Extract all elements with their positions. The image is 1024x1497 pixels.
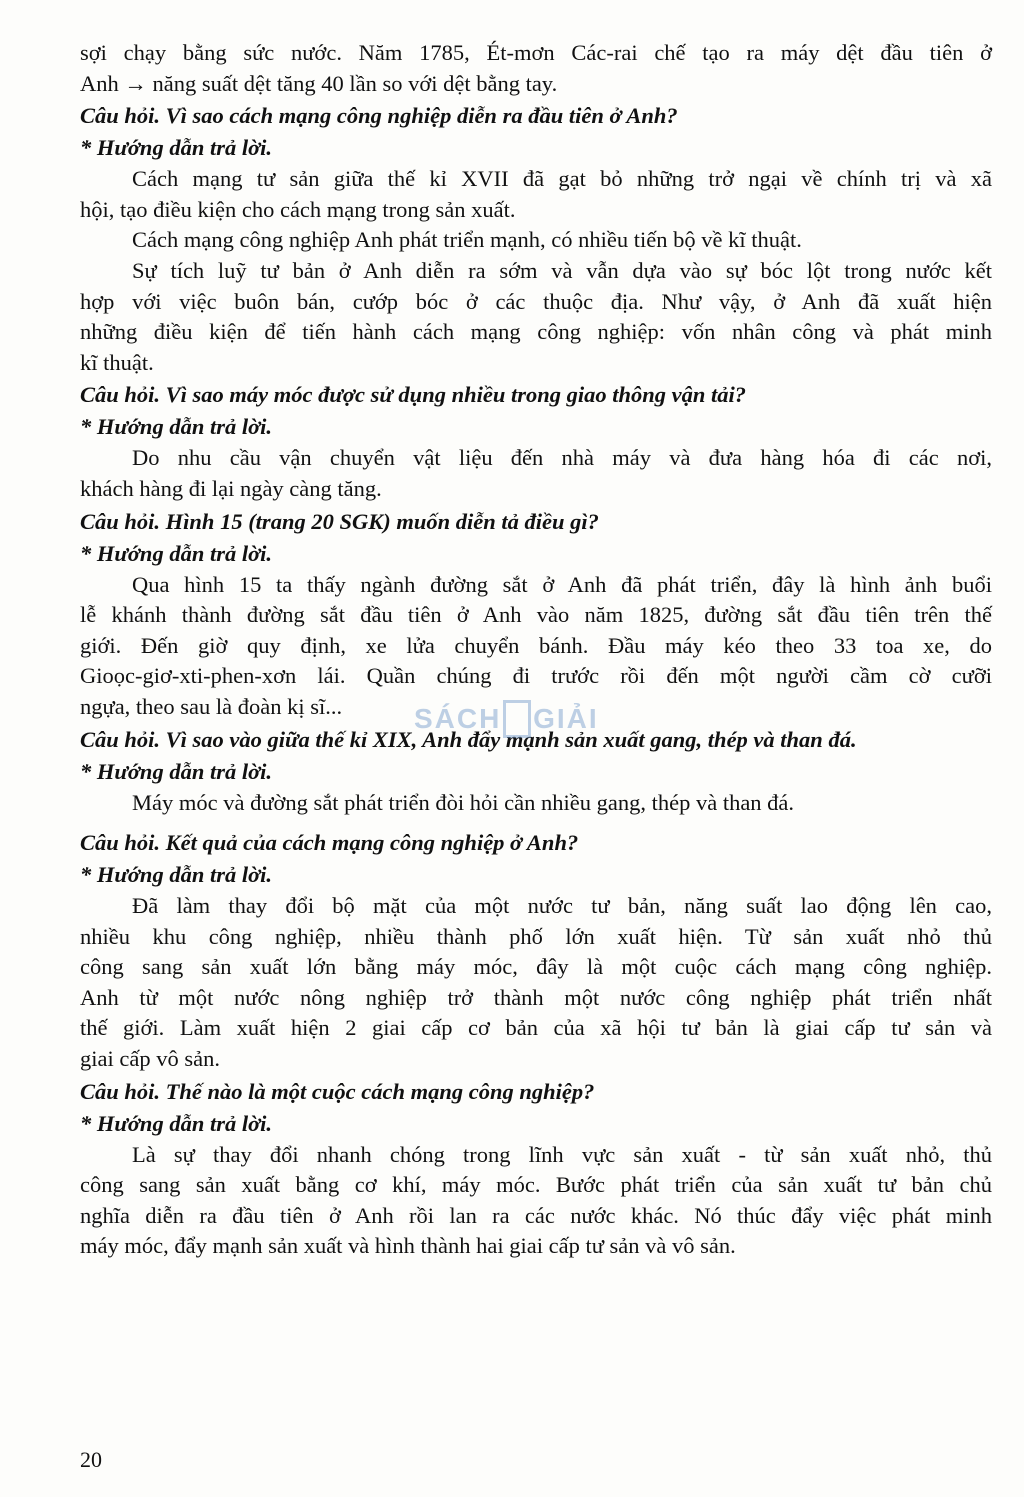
- question-heading: Câu hỏi. Vì sao vào giữa thế kỉ XIX, Anh đẩy mạnh sản xuất gang, thép và than đá.: [80, 726, 857, 752]
- question-heading: Câu hỏi. Thế nào là một cuộc cách mạng công nghiệp?: [80, 1078, 595, 1104]
- body-text-line: nghĩa diễn ra đầu tiên ở Anh rồi lan ra các nước khác. Nó thúc đẩy việc phát minh: [80, 1202, 992, 1228]
- body-text-line: những điều kiện để tiến hành cách mạng công nghiệp: vốn nhân công và phát minh: [80, 319, 992, 345]
- answer-guide-label: * Hướng dẫn trả lời.: [80, 758, 273, 784]
- body-text-line: thế giới. Làm xuất hiện 2 giai cấp cơ bản của xã hội tư bản là giai cấp tư sản và: [80, 1015, 992, 1041]
- question-heading: Câu hỏi. Vì sao máy móc được sử dụng nhiều trong giao thông vận tải?: [80, 382, 747, 408]
- body-text-line: Gioọc-giơ-xti-phen-xơn lái. Quần chúng đi trước rồi đến một người cầm cờ cưỡi: [80, 663, 992, 689]
- body-text-line: công sang sản xuất lớn bằng máy móc, đây là một cuộc cách mạng công nghiệp.: [80, 954, 992, 980]
- body-text-line: giai cấp vô sản.: [80, 1046, 220, 1072]
- body-text-line: Do nhu cầu vận chuyển vật liệu đến nhà máy và đưa hàng hóa đi các nơi,: [132, 445, 992, 471]
- body-text-line: máy móc, đẩy mạnh sản xuất và hình thành hai giai cấp tư sản và vô sản.: [80, 1233, 736, 1259]
- question-heading: Câu hỏi. Hình 15 (trang 20 SGK) muốn diễn tả điều gì?: [80, 508, 599, 534]
- body-text-line: Qua hình 15 ta thấy ngành đường sắt ở Anh đã phát triển, đây là hình ảnh buổi: [132, 571, 992, 597]
- body-text-line: hợp với việc buôn bán, cướp bóc ở các thuộc địa. Như vậy, ở Anh đã xuất hiện: [80, 288, 992, 314]
- body-text-line: Là sự thay đổi nhanh chóng trong lĩnh vực sản xuất - từ sản xuất nhỏ, thủ: [132, 1141, 992, 1167]
- answer-guide-label: * Hướng dẫn trả lời.: [80, 540, 273, 566]
- body-text-line: giới. Đến giờ quy định, xe lửa chuyển bánh. Đầu máy kéo theo 33 toa xe, do: [80, 632, 992, 658]
- page-body: [80, 38, 992, 1262]
- answer-guide-label: * Hướng dẫn trả lời.: [80, 135, 273, 161]
- body-text-line: Máy móc và đường sắt phát triển đòi hỏi cần nhiều gang, thép và than đá.: [132, 789, 795, 815]
- answer-guide-label: * Hướng dẫn trả lời.: [80, 862, 273, 888]
- body-text-line: kĩ thuật.: [80, 349, 154, 375]
- body-text-line: Sự tích luỹ tư bản ở Anh diễn ra sớm và vẫn dựa vào sự bóc lột trong nước kết: [132, 257, 992, 283]
- body-text-line: khách hàng đi lại ngày càng tăng.: [80, 475, 382, 501]
- question-heading: Câu hỏi. Kết quả của cách mạng công nghiệp ở Anh?: [80, 830, 579, 856]
- body-text-line: ngựa, theo sau là đoàn kị sĩ...: [80, 693, 343, 719]
- body-text-line: sợi chạy bằng sức nước. Năm 1785, Ét-mơn Các-rai chế tạo ra máy dệt đầu tiên ở: [80, 40, 992, 65]
- body-text-line: Cách mạng tư sản giữa thế kỉ XVII đã gạt bỏ những trở ngại về chính trị và xã: [132, 166, 992, 192]
- body-text-line: nhiều khu công nghiệp, nhiều thành phố lớn xuất hiện. Từ sản xuất nhỏ thủ: [80, 923, 992, 949]
- spacer: [80, 818, 992, 826]
- body-text-line: Anh từ một nước nông nghiệp trở thành một nước công nghiệp phát triển nhất: [80, 984, 992, 1010]
- watermark: SÁCH GIẢI: [414, 700, 599, 738]
- body-text-line: Anh → năng suất dệt tăng 40 lần so với dệt bằng tay.: [80, 70, 558, 96]
- body-text-line: hội, tạo điều kiện cho cách mạng trong sản xuất.: [80, 196, 516, 222]
- body-text-line: lễ khánh thành đường sắt đầu tiên ở Anh vào năm 1825, đường sắt đầu tiên trên thế: [80, 602, 992, 628]
- page-number: 20: [80, 1447, 102, 1472]
- body-text-line: Cách mạng công nghiệp Anh phát triển mạnh, có nhiều tiến bộ về kĩ thuật.: [132, 227, 802, 253]
- body-text-line: công sang sản xuất bằng cơ khí, máy móc. Bước phát triển của sản xuất tư bản chủ: [80, 1172, 992, 1198]
- body-text-line: Đã làm thay đổi bộ mặt của một nước tư bản, năng suất lao động lên cao,: [132, 893, 992, 919]
- answer-guide-label: * Hướng dẫn trả lời.: [80, 1110, 273, 1136]
- answer-guide-label: * Hướng dẫn trả lời.: [80, 414, 273, 440]
- question-heading: Câu hỏi. Vì sao cách mạng công nghiệp diễn ra đầu tiên ở Anh?: [80, 103, 678, 129]
